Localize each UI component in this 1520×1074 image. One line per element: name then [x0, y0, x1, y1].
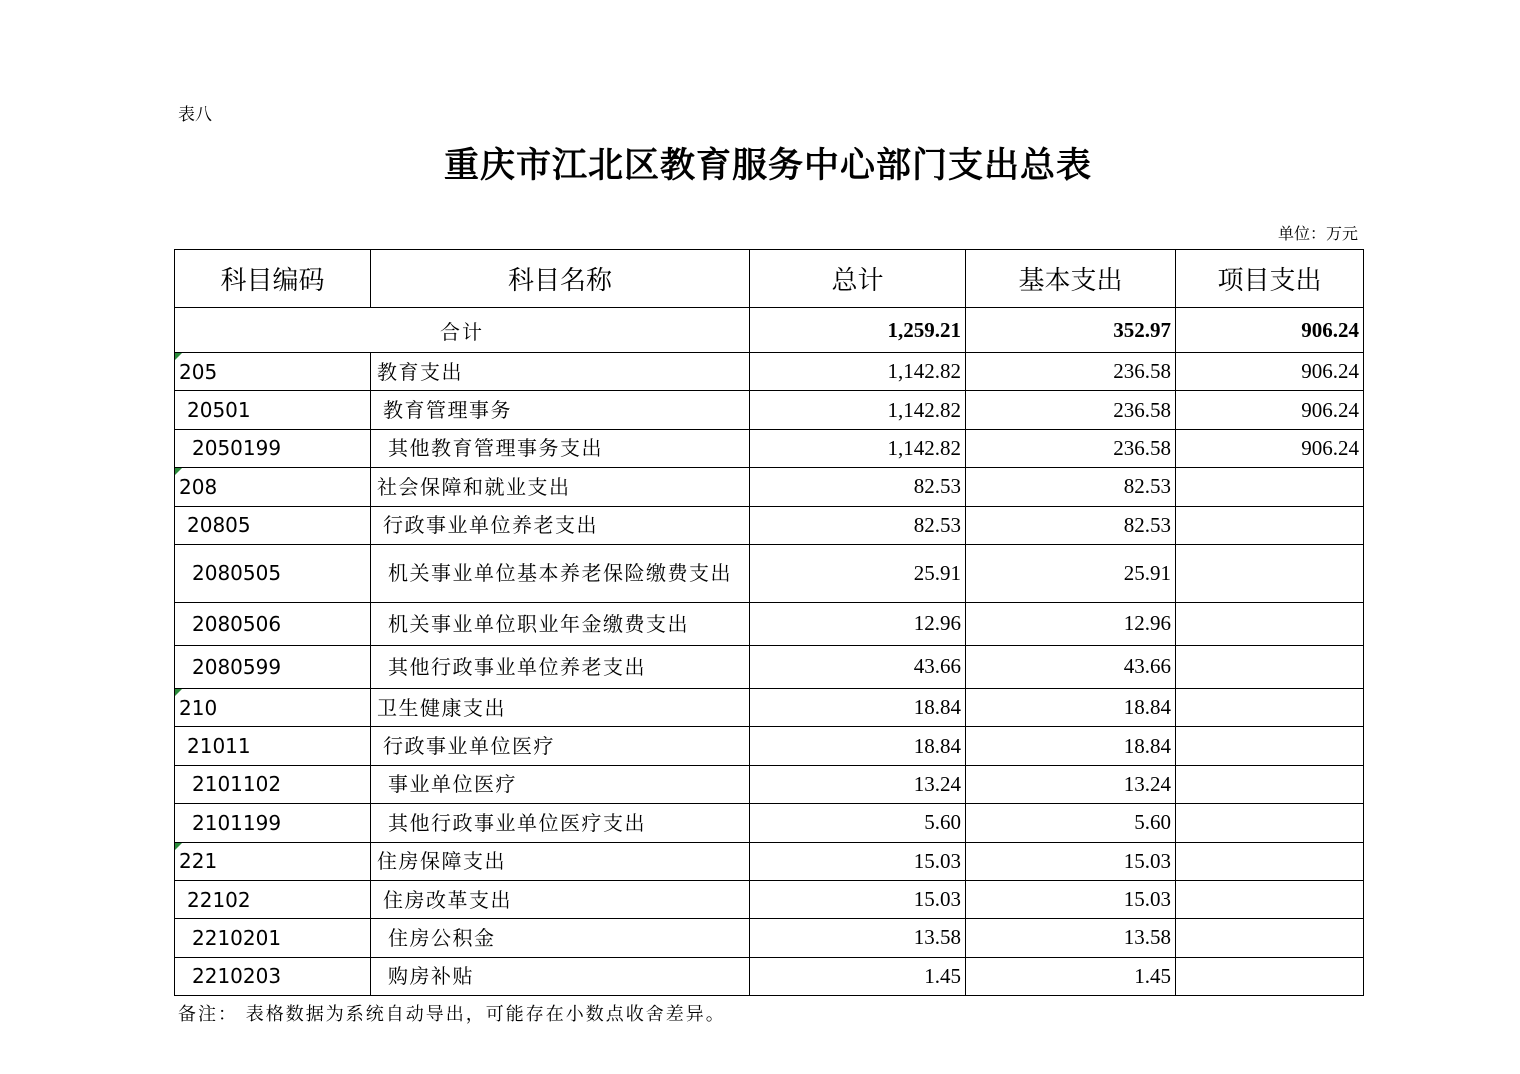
row-project: 906.24: [1176, 429, 1364, 467]
table-row: [175, 602, 1364, 645]
table-row: [175, 727, 1364, 765]
row-name: 住房保障支出: [371, 842, 750, 880]
row-code: 20805: [175, 506, 371, 544]
row-basic: 236.58: [966, 353, 1176, 391]
row-name: 机关事业单位职业年金缴费支出: [371, 602, 750, 645]
row-code: 22102: [175, 880, 371, 918]
total-project: 906.24: [1176, 308, 1364, 353]
row-code: 2050199: [175, 429, 371, 467]
corner-mark-icon: [175, 468, 182, 475]
row-name: 卫生健康支出: [371, 688, 750, 726]
row-basic: 13.24: [966, 765, 1176, 803]
row-total: 18.84: [750, 727, 966, 765]
row-code: 21011: [175, 727, 371, 765]
row-total: 25.91: [750, 544, 966, 602]
row-name: 教育管理事务: [371, 391, 750, 429]
row-total: 12.96: [750, 602, 966, 645]
table-row: [175, 842, 1364, 880]
row-name: 机关事业单位基本养老保险缴费支出: [371, 544, 750, 602]
row-project: 906.24: [1176, 353, 1364, 391]
row-project: [1176, 468, 1364, 506]
row-project: [1176, 919, 1364, 957]
row-total: 15.03: [750, 880, 966, 918]
row-basic: 236.58: [966, 429, 1176, 467]
row-project: [1176, 506, 1364, 544]
row-basic: 25.91: [966, 544, 1176, 602]
corner-mark-icon: [175, 843, 182, 850]
header-code: 科目编码: [175, 250, 371, 308]
table-row: [175, 804, 1364, 842]
row-project: [1176, 957, 1364, 995]
row-basic: 15.03: [966, 880, 1176, 918]
row-name: 社会保障和就业支出: [371, 468, 750, 506]
row-basic: 43.66: [966, 645, 1176, 688]
table-row: [175, 506, 1364, 544]
total-basic: 352.97: [966, 308, 1176, 353]
total-row: [175, 308, 1364, 353]
row-basic: 13.58: [966, 919, 1176, 957]
row-name: 其他教育管理事务支出: [371, 429, 750, 467]
row-code: 2210201: [175, 919, 371, 957]
table-row: [175, 919, 1364, 957]
row-basic: 236.58: [966, 391, 1176, 429]
corner-mark-icon: [175, 353, 182, 360]
row-code: 2101199: [175, 804, 371, 842]
row-total: 1,142.82: [750, 391, 966, 429]
row-total: 1,142.82: [750, 353, 966, 391]
row-name: 其他行政事业单位养老支出: [371, 645, 750, 688]
header-basic: 基本支出: [966, 250, 1176, 308]
row-basic: 82.53: [966, 506, 1176, 544]
table-row: [175, 880, 1364, 918]
row-name: 事业单位医疗: [371, 765, 750, 803]
row-total: 15.03: [750, 842, 966, 880]
row-code: 210: [175, 688, 371, 726]
row-project: [1176, 765, 1364, 803]
corner-mark-icon: [175, 689, 182, 696]
table-row: [175, 688, 1364, 726]
row-total: 43.66: [750, 645, 966, 688]
table-row: [175, 765, 1364, 803]
table-label: 表八: [178, 105, 212, 125]
expenditure-table: [174, 249, 1364, 996]
row-project: [1176, 880, 1364, 918]
row-code: 221: [175, 842, 371, 880]
row-name: 行政事业单位养老支出: [371, 506, 750, 544]
row-basic: 18.84: [966, 688, 1176, 726]
row-code: 2101102: [175, 765, 371, 803]
row-project: 906.24: [1176, 391, 1364, 429]
row-code: 2080506: [175, 602, 371, 645]
row-name: 行政事业单位医疗: [371, 727, 750, 765]
row-code: 2210203: [175, 957, 371, 995]
table-row: [175, 645, 1364, 688]
row-code: 208: [175, 468, 371, 506]
header-row: [175, 250, 1364, 308]
row-basic: 18.84: [966, 727, 1176, 765]
row-project: [1176, 688, 1364, 726]
row-name: 购房补贴: [371, 957, 750, 995]
row-basic: 15.03: [966, 842, 1176, 880]
row-total: 13.24: [750, 765, 966, 803]
header-name: 科目名称: [371, 250, 750, 308]
row-basic: 1.45: [966, 957, 1176, 995]
table-row: [175, 353, 1364, 391]
total-total: 1,259.21: [750, 308, 966, 353]
row-total: 82.53: [750, 506, 966, 544]
row-total: 1.45: [750, 957, 966, 995]
row-basic: 5.60: [966, 804, 1176, 842]
row-project: [1176, 544, 1364, 602]
table-row: [175, 468, 1364, 506]
total-label: 合计: [175, 308, 750, 353]
row-code: 2080505: [175, 544, 371, 602]
row-total: 5.60: [750, 804, 966, 842]
row-code: 205: [175, 353, 371, 391]
row-code: 20501: [175, 391, 371, 429]
footnote: 备注： 表格数据为系统自动导出，可能存在小数点收舍差异。: [178, 1004, 726, 1025]
row-project: [1176, 842, 1364, 880]
row-name: 教育支出: [371, 353, 750, 391]
table-row: [175, 391, 1364, 429]
row-project: [1176, 645, 1364, 688]
unit-label: 单位：万元: [1277, 224, 1358, 243]
table-row: [175, 544, 1364, 602]
table-row: [175, 429, 1364, 467]
header-total: 总计: [750, 250, 966, 308]
row-total: 13.58: [750, 919, 966, 957]
row-total: 82.53: [750, 468, 966, 506]
row-name: 住房公积金: [371, 919, 750, 957]
row-project: [1176, 602, 1364, 645]
header-project: 项目支出: [1176, 250, 1364, 308]
page-title: 重庆市江北区教育服务中心部门支出总表: [443, 145, 1092, 186]
row-total: 1,142.82: [750, 429, 966, 467]
row-name: 住房改革支出: [371, 880, 750, 918]
row-name: 其他行政事业单位医疗支出: [371, 804, 750, 842]
row-project: [1176, 804, 1364, 842]
table-row: [175, 957, 1364, 995]
row-basic: 82.53: [966, 468, 1176, 506]
row-total: 18.84: [750, 688, 966, 726]
row-code: 2080599: [175, 645, 371, 688]
row-project: [1176, 727, 1364, 765]
row-basic: 12.96: [966, 602, 1176, 645]
